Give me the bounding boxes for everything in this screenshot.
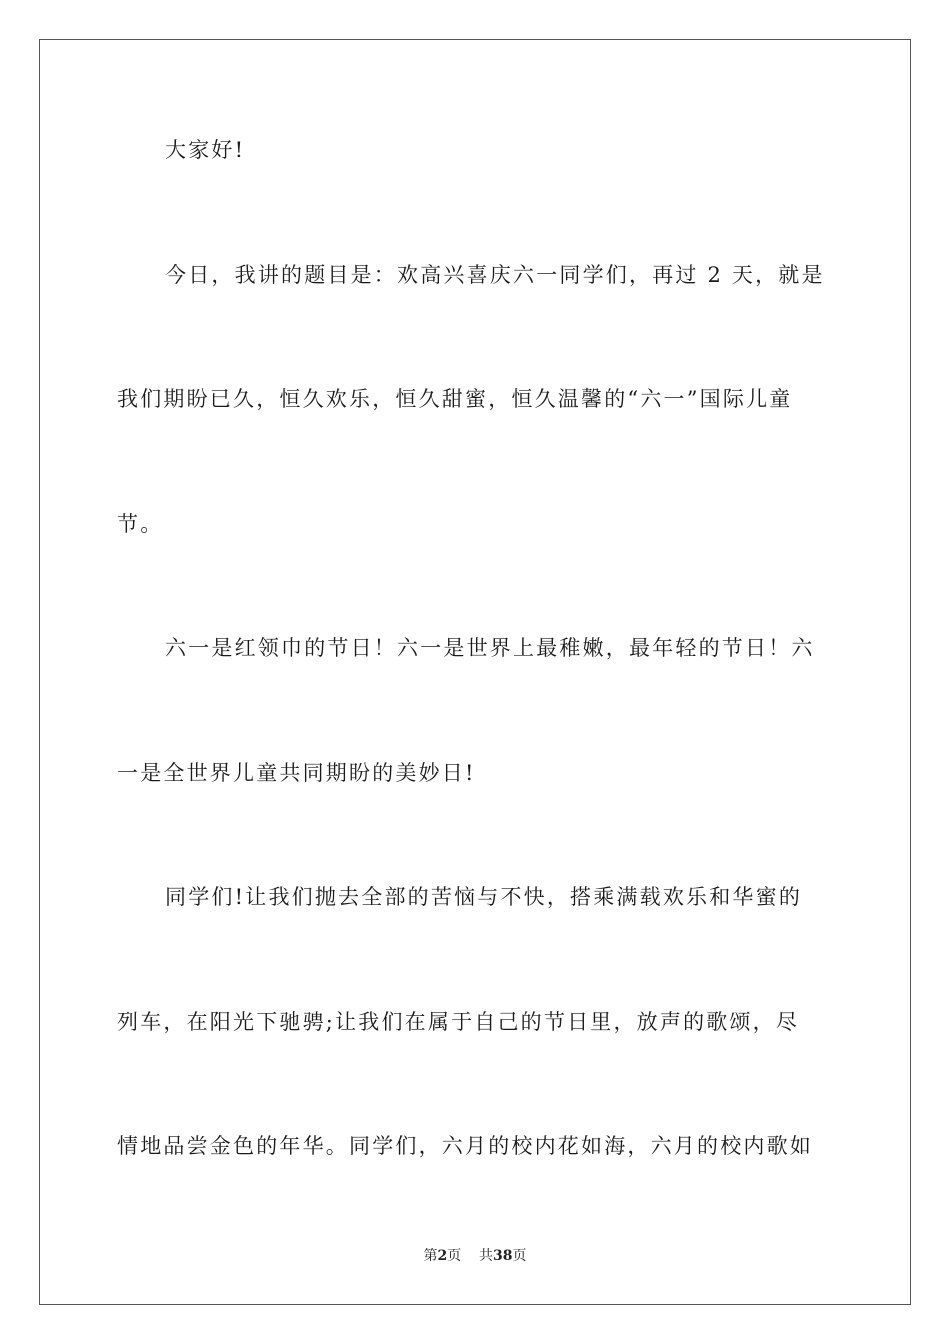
- paragraph-greeting: 大家好!: [165, 138, 246, 162]
- page-suffix: 页: [447, 1248, 462, 1264]
- page-footer: [0, 1246, 950, 1266]
- page-border: [39, 39, 911, 1305]
- total-suffix: 页: [512, 1248, 527, 1264]
- total-prefix: 共: [479, 1248, 494, 1264]
- paragraph-line: 我们期盼已久，恒久欢乐，恒久甜蜜，恒久温馨的“六一”国际儿童: [117, 387, 793, 411]
- current-page-number: 2: [437, 1248, 448, 1264]
- paragraph-line: 今日，我讲的题目是：欢高兴喜庆六一同学们，再过 2 天，就是: [165, 263, 825, 287]
- paragraph-line: 列车，在阳光下驰骋;让我们在属于自己的节日里，放声的歌颂，尽: [117, 1010, 800, 1034]
- total-pages-number: 38: [493, 1248, 513, 1264]
- paragraph-line: 同学们!让我们抛去全部的苦恼与不快，搭乘满载欢乐和华蜜的: [165, 885, 803, 909]
- page-prefix: 第: [423, 1248, 438, 1264]
- paragraph-line: 情地品尝金色的年华。同学们，六月的校内花如海，六月的校内歌如: [117, 1134, 813, 1158]
- paragraph-line: 一是全世界儿童共同期盼的美妙日!: [117, 761, 476, 785]
- paragraph-line: 六一是红领巾的节日！六一是世界上最稚嫩，最年轻的节日！六: [165, 636, 815, 660]
- paragraph-line: 节。: [117, 512, 164, 536]
